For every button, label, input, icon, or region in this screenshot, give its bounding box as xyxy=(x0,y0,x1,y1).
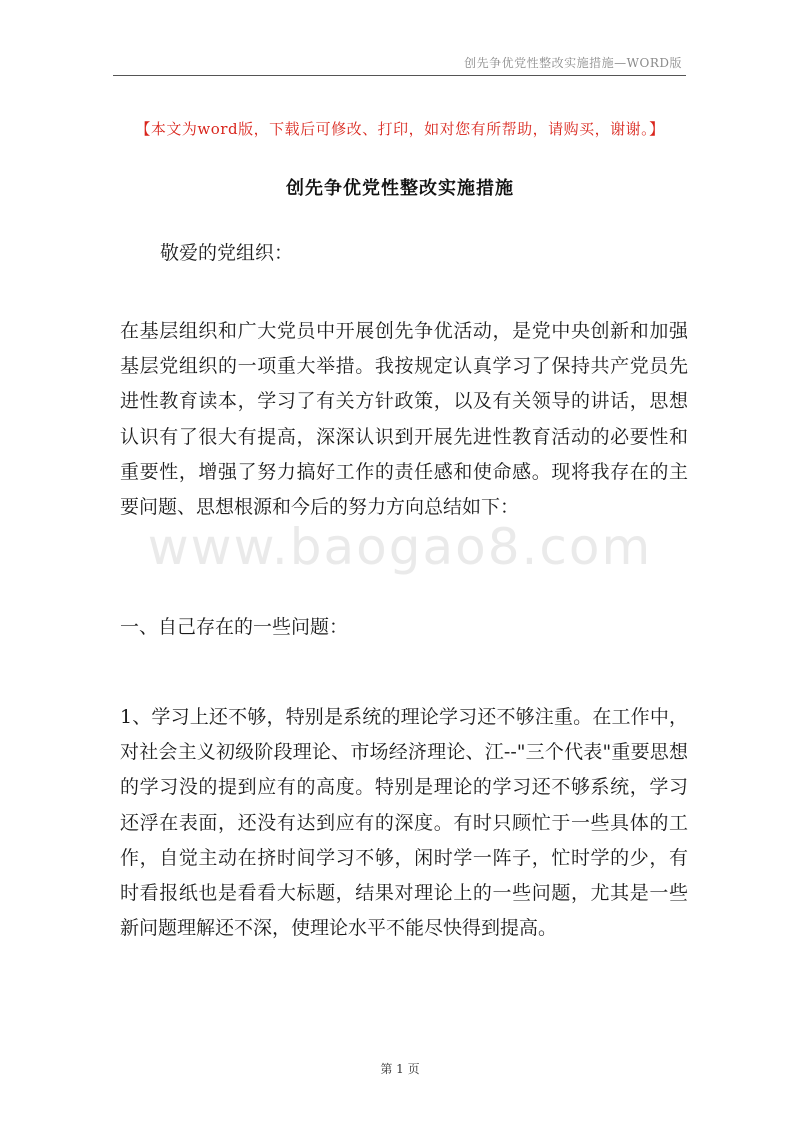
purchase-notice: 【本文为word版，下载后可修改、打印，如对您有所帮助，请购买，谢谢。】 xyxy=(135,120,665,138)
document-title: 创先争优党性整改实施措施 xyxy=(286,178,514,199)
page-number: 第 1 页 xyxy=(380,1062,420,1076)
header-rule xyxy=(113,75,686,76)
watermark: www.baogao8.com xyxy=(147,518,653,576)
problem-paragraph-1: 1、学习上还不够，特别是系统的理论学习还不够注重。在工作中，对社会主义初级阶段理论、市场经济理论、江--"三个代表"重要思想的学习没的提到应有的高度。特别是理论的学习还不够系统，学习还浮在表面，还没有达到应有的深度。有时只顾忙于一些具体的工作，自觉主动在挤时间学习不够，闲时学一阵子，忙时学的少，有时看报纸也是看看大标题，结果对理论上的一些问题，尤其是一些新问题理解还不深，使理论水平不能尽快得到提高。 xyxy=(120,706,688,940)
section-heading-problems: 一、自己存在的一些问题： xyxy=(120,616,349,638)
salutation: 敬爱的党组织： xyxy=(160,242,294,264)
running-header: 创先争优党性整改实施措施—WORD版 xyxy=(464,56,682,70)
intro-paragraph: 在基层组织和广大党员中开展创先争优活动，是党中央创新和加强基层党组织的一项重大举措。我按规定认真学习了保持共产党员先进性教育读本，学习了有关方针政策，以及有关领导的讲话，思想认识有了很大有提高，深深认识到开展先进性教育活动的必要性和重要性，增强了努力搞好工作的责任感和使命感。现将我存在的主要问题、思想根源和今后的努力方向总结如下： xyxy=(120,320,688,519)
